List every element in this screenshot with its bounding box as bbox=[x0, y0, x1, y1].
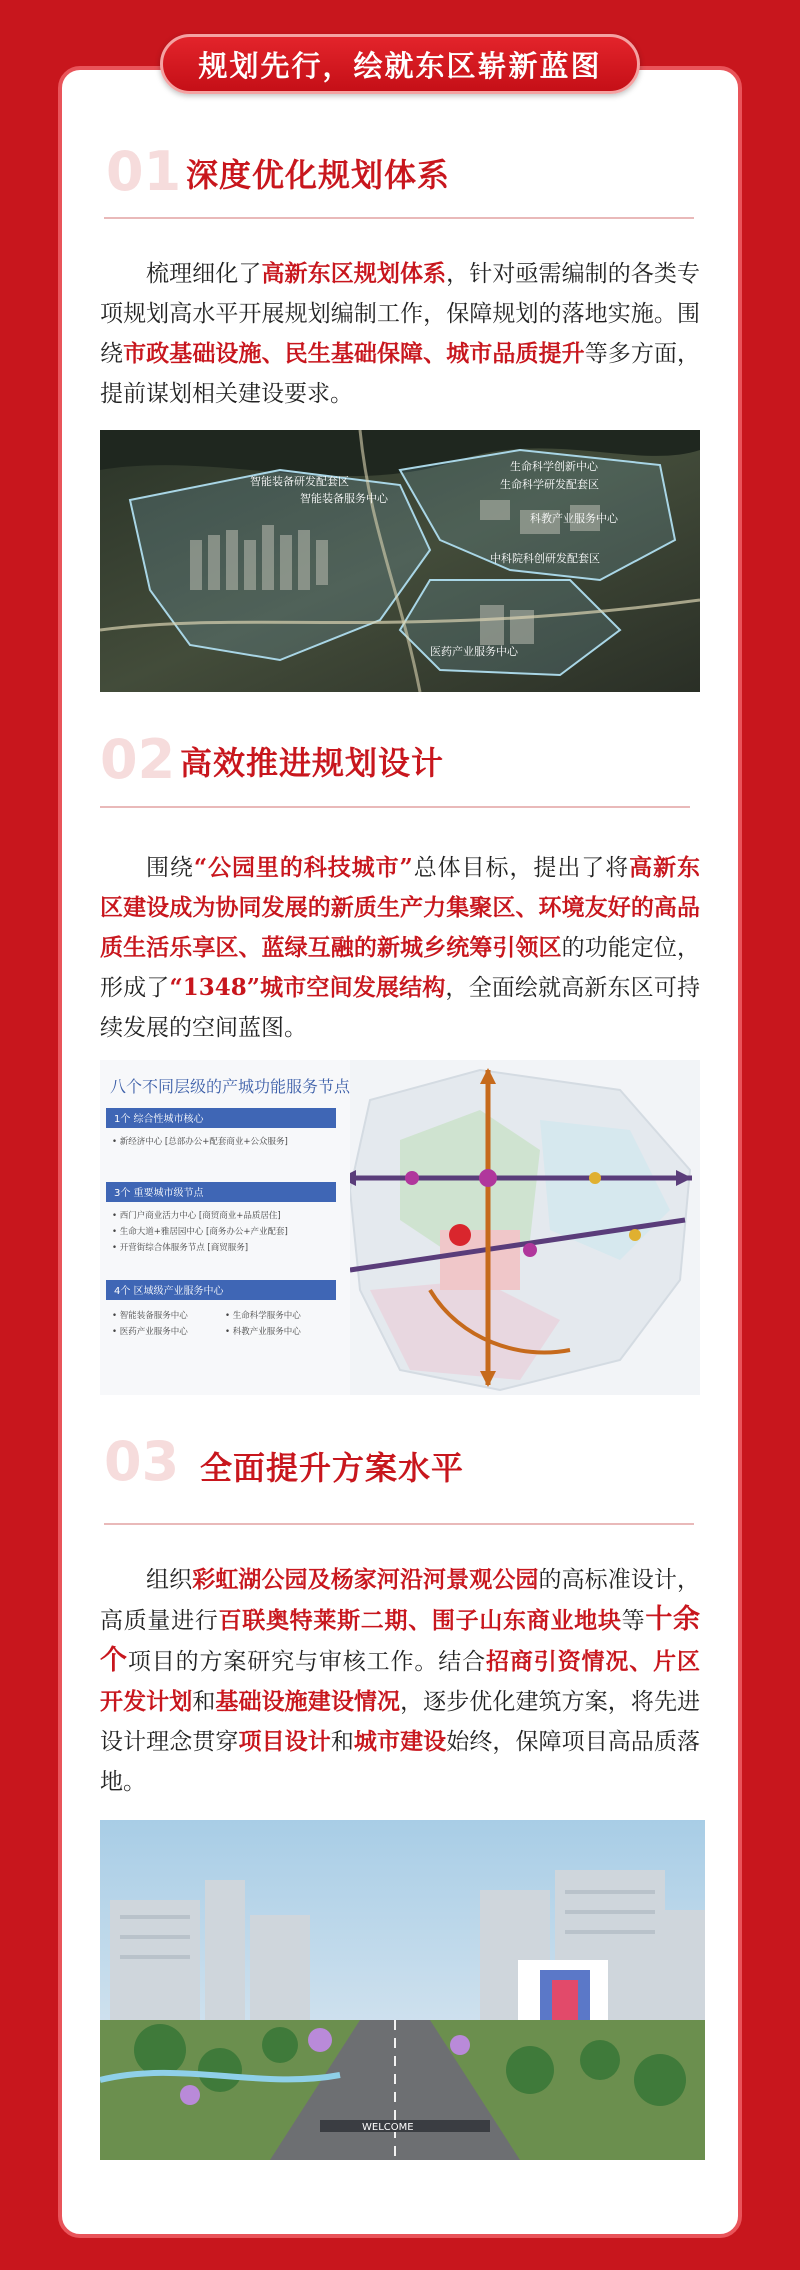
highlight-text: 项目设计 bbox=[238, 1728, 331, 1755]
map-label: 医药产业服务中心 bbox=[430, 645, 518, 658]
highlight-text: 彩虹湖公园及杨家河沿河景观公园 bbox=[192, 1566, 539, 1593]
body-text: 总体目标，提出了将 bbox=[412, 855, 630, 881]
section-02-title: 高效推进规划设计 bbox=[180, 744, 445, 782]
diagram-item: • 医药产业服务中心 bbox=[112, 1327, 188, 1337]
body-text: 项目的方案研究与审核工作。结合 bbox=[127, 1649, 486, 1675]
highlight-text: 高新东区规划体系 bbox=[261, 260, 447, 287]
map-label: 智能装备研发配套区 bbox=[250, 475, 349, 488]
section-01-paragraph bbox=[100, 254, 700, 414]
body-text: 和 bbox=[192, 1689, 216, 1715]
section-03-rendering-image bbox=[100, 1820, 705, 2160]
map-label: 智能装备服务中心 bbox=[300, 492, 388, 505]
section-03-divider bbox=[104, 1523, 694, 1525]
body-text: 的功能定位，形成了 bbox=[100, 935, 701, 1001]
body-text: 等 bbox=[621, 1608, 646, 1634]
diagram-group-title: 1个 综合性城市核心 bbox=[114, 1114, 204, 1125]
section-02-planning-diagram bbox=[100, 1060, 700, 1395]
diagram-item: • 新经济中心 [总部办公+配套商业+公众服务] bbox=[112, 1137, 288, 1147]
section-02-paragraph bbox=[100, 848, 700, 1048]
body-text: 组织 bbox=[146, 1567, 193, 1593]
highlight-text: “1348”城市空间发展结构 bbox=[169, 974, 446, 1001]
section-02-number: 02 bbox=[100, 728, 176, 791]
highlight-text: 市政基础设施、民生基础保障、城市品质提升 bbox=[123, 340, 585, 367]
highlight-text: 十余个 bbox=[100, 1604, 701, 1676]
diagram-group-title: 3个 重要城市级节点 bbox=[114, 1188, 204, 1199]
section-01-number: 01 bbox=[106, 140, 182, 203]
body-text: 梳理细化了 bbox=[146, 261, 262, 287]
diagram-item: • 生命科学服务中心 bbox=[225, 1311, 301, 1321]
body-text: 围绕 bbox=[146, 855, 194, 881]
body-text: 始终，保障项目高品质落地。 bbox=[100, 1729, 701, 1795]
body-text: 的高标准设计，高质量进行 bbox=[100, 1567, 701, 1634]
diagram-heading: 八个不同层级的产城功能服务节点 bbox=[110, 1077, 351, 1096]
diagram-item: • 科教产业服务中心 bbox=[225, 1327, 301, 1337]
body-text: 和 bbox=[330, 1729, 354, 1755]
section-01-title: 深度优化规划体系 bbox=[186, 156, 451, 194]
body-text: ，全面绘就高新东区可持续发展的空间蓝图。 bbox=[100, 975, 701, 1041]
map-label: 生命科学创新中心 bbox=[510, 460, 598, 473]
highlight-text: 百联奥特莱斯二期、围子山东商业地块 bbox=[218, 1607, 622, 1634]
body-text: ，逐步优化建筑方案，将先进设计理念贯穿 bbox=[100, 1689, 701, 1755]
diagram-group-title: 4个 区域级产业服务中心 bbox=[114, 1286, 224, 1297]
map-label: 中科院科创研发配套区 bbox=[490, 552, 600, 565]
highlight-text: 城市建设 bbox=[353, 1728, 447, 1755]
gate-label: WELCOME bbox=[362, 2122, 414, 2133]
section-03-number: 03 bbox=[104, 1430, 180, 1493]
highlight-text: “公园里的科技城市” bbox=[193, 854, 413, 881]
section-02-divider bbox=[100, 806, 690, 808]
body-text: 等多方面，提前谋划相关建设要求。 bbox=[100, 341, 701, 407]
diagram-item: • 生命大道+雅居园中心 [商务办公+产业配套] bbox=[112, 1227, 288, 1237]
highlight-text: 招商引资情况、片区开发计划 bbox=[100, 1648, 700, 1715]
diagram-item: • 西门户商业活力中心 [商贸商业+品质居住] bbox=[112, 1211, 281, 1221]
highlight-text: 基础设施建设情况 bbox=[215, 1688, 401, 1715]
page-banner: 规划先行，绘就东区崭新蓝图 bbox=[160, 34, 640, 94]
map-label: 科教产业服务中心 bbox=[530, 512, 618, 525]
highlight-text: 高新东区建设成为协同发展的新质生产力集聚区、环境友好的高品质生活乐享区、蓝绿互融的新城乡统筹引领区 bbox=[100, 854, 701, 961]
section-03-paragraph bbox=[100, 1560, 700, 1802]
map-label: 生命科学研发配套区 bbox=[500, 478, 599, 491]
body-text: ，针对亟需编制的各类专项规划高水平开展规划编制工作，保障规划的落地实施。围绕 bbox=[100, 261, 701, 367]
diagram-item: • 智能装备服务中心 bbox=[112, 1311, 188, 1321]
diagram-item: • 开营街综合体服务节点 [商贸服务] bbox=[112, 1243, 249, 1253]
section-01-divider bbox=[104, 217, 694, 219]
section-03-title: 全面提升方案水平 bbox=[200, 1449, 465, 1487]
section-01-aerial-plan-image bbox=[100, 430, 700, 692]
